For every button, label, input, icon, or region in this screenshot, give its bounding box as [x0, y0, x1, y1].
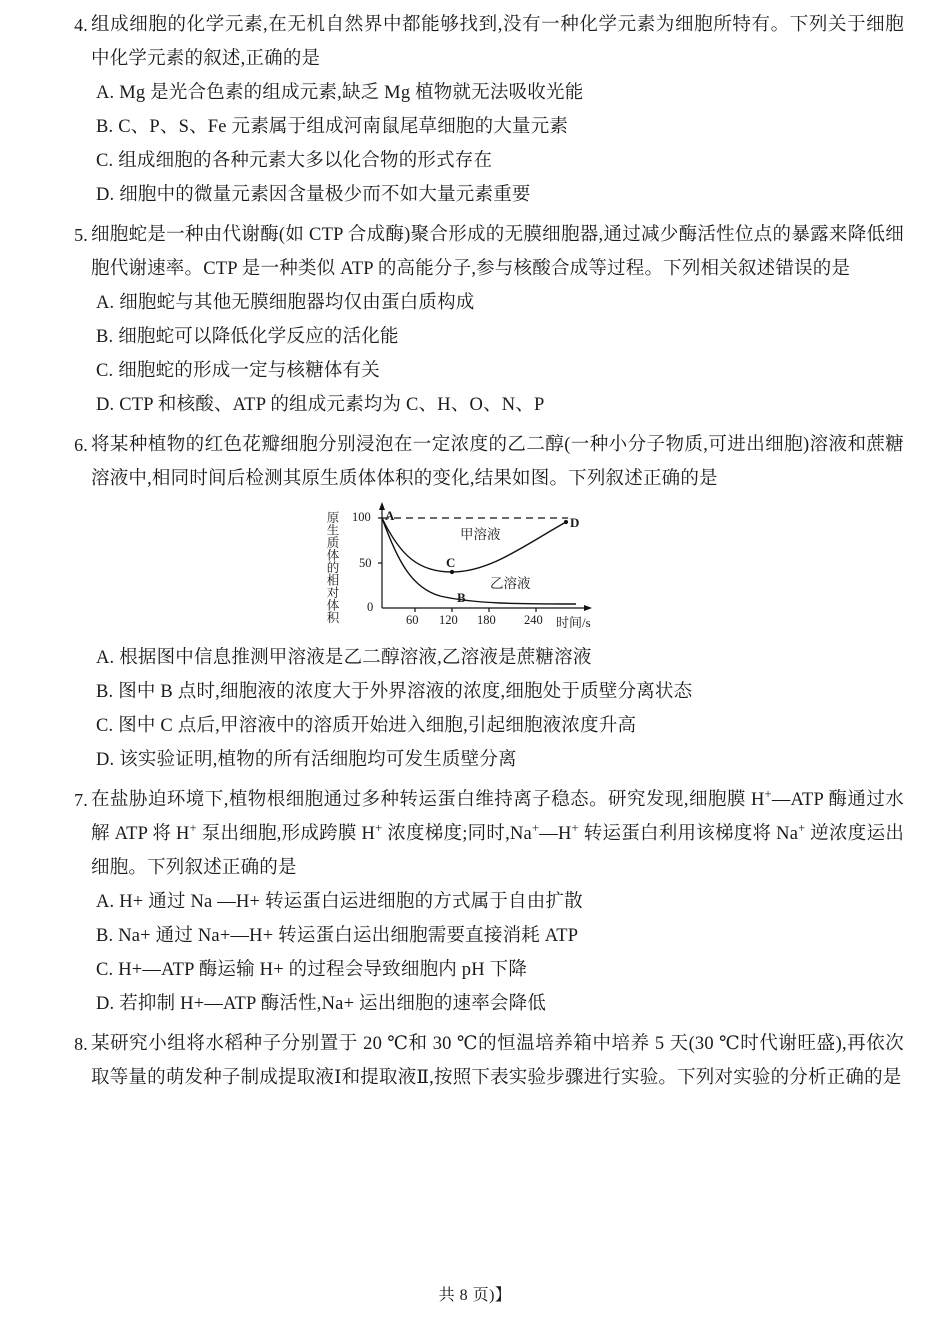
q7-text-3: 泵出细胞,形成跨膜 H: [196, 824, 376, 844]
page-content: [62, 8, 904, 1101]
question-5-option-a: A. 细胞蛇与其他无膜细胞器均仅由蛋白质构成: [96, 293, 475, 313]
question-4: [62, 8, 904, 212]
question-5-option-b: B. 细胞蛇可以降低化学反应的活化能: [96, 327, 399, 347]
chart-point-b: B: [457, 590, 466, 605]
question-7-number: 7.: [74, 790, 88, 810]
question-4-option-c: C. 组成细胞的各种元素大多以化合物的形式存在: [96, 151, 493, 171]
chart-series-label-jia: 甲溶液: [460, 527, 501, 542]
q7-text-7: 逆浓度运出细胞。下列叙述正确的是: [91, 824, 905, 878]
chart-plot-area: [340, 500, 648, 635]
chart-ytick-50: 50: [359, 556, 372, 570]
question-6: [62, 428, 904, 777]
question-7-option-c: C. H+—ATP 酶运输 H+ 的过程会导致细胞内 pH 下降: [96, 960, 528, 980]
question-7-option-d: D. 若抑制 H+—ATP 酶活性,Na+ 运出细胞的速率会降低: [96, 994, 547, 1014]
question-5: [62, 218, 904, 422]
question-6-option-a: A. 根据图中信息推测甲溶液是乙二醇溶液,乙溶液是蔗糖溶液: [96, 648, 592, 668]
question-5-stem-row: [62, 218, 904, 286]
question-6-stem-row: [62, 428, 904, 496]
question-7-stem: [91, 783, 904, 885]
question-5-number: 5.: [74, 225, 88, 245]
question-4-option-a: A. Mg 是光合色素的组成元素,缺乏 Mg 植物就无法吸收光能: [96, 83, 584, 103]
q7-sup-5: +: [571, 820, 579, 835]
chart-xtick-180: 180: [477, 613, 496, 627]
question-7-option-b: B. Na+ 通过 Na+—H+ 转运蛋白运出细胞需要直接消耗 ATP: [96, 926, 579, 946]
question-5-option-c: C. 细胞蛇的形成一定与核糖体有关: [96, 361, 380, 381]
q7-sup-2: +: [189, 820, 197, 835]
q7-sup-3: +: [375, 820, 383, 835]
chart-x-axis-label: 时间/s: [556, 615, 591, 630]
chart-ytick-100: 100: [352, 510, 371, 524]
q7-text-5: —H: [539, 824, 572, 844]
question-4-option-b: B. C、P、S、Fe 元素属于组成河南鼠尾草细胞的大量元素: [96, 117, 569, 137]
question-6-option-b: B. 图中 B 点时,细胞液的浓度大于外界溶液的浓度,细胞处于质壁分离状态: [96, 682, 693, 702]
chart-series-label-yi: 乙溶液: [490, 576, 531, 591]
question-7-option-a: A. H+ 通过 Na —H+ 转运蛋白运进细胞的方式属于自由扩散: [96, 892, 583, 912]
question-5-stem: 细胞蛇是一种由代谢酶(如 CTP 合成酶)聚合形成的无膜细胞器,通过减少酶活性位点的暴露来降低细胞代谢速率。CTP 是一种类似 ATP 的高能分子,参与核酸合成等过程。下列相关叙述错误的是: [91, 225, 904, 279]
question-6-number: 6.: [74, 435, 88, 455]
question-5-option-d: D. CTP 和核酸、ATP 的组成元素均为 C、H、O、N、P: [96, 395, 545, 415]
chart-xtick-60: 60: [406, 613, 419, 627]
protoplast-volume-chart: [318, 500, 648, 635]
chart-xtick-120: 120: [439, 613, 458, 627]
question-8: [62, 1027, 904, 1095]
question-4-stem: 组成细胞的化学元素,在无机自然界中都能够找到,没有一种化学元素为细胞所特有。下列关于细胞中化学元素的叙述,正确的是: [91, 15, 904, 69]
q7-text-6: 转运蛋白利用该梯度将 Na: [578, 824, 799, 844]
chart-point-d: D: [570, 515, 580, 530]
question-6-stem: 将某种植物的红色花瓣细胞分别浸泡在一定浓度的乙二醇(一种小分子物质,可进出细胞)溶液和蔗糖溶液中,相同时间后检测其原生质体体积的变化,结果如图。下列叙述正确的是: [91, 435, 904, 489]
q7-sup-1: +: [764, 786, 772, 801]
q7-sup-4: +: [531, 820, 540, 835]
chart-ytick-0: 0: [367, 600, 374, 614]
question-4-number: 4.: [74, 15, 88, 35]
q7-text-1: 在盐胁迫环境下,植物根细胞通过多种转运蛋白维持离子稳态。研究发现,细胞膜 H: [91, 790, 765, 810]
q7-sup-6: +: [798, 820, 806, 835]
question-7-stem-row: [62, 783, 904, 885]
chart-y-axis-label: 原生质体的相对体积: [325, 511, 339, 624]
question-6-option-c: C. 图中 C 点后,甲溶液中的溶质开始进入细胞,引起细胞液浓度升高: [96, 716, 637, 736]
question-8-number: 8.: [74, 1034, 88, 1054]
page-footer: 共 8 页)】: [438, 1287, 512, 1304]
question-7: [62, 783, 904, 1021]
chart-point-a: A: [385, 508, 395, 523]
chart-xtick-240: 240: [524, 613, 543, 627]
question-6-figure-wrap: [62, 500, 904, 635]
q7-text-2: —ATP 酶通过水解 ATP 将 H: [91, 790, 904, 844]
question-4-option-d: D. 细胞中的微量元素因含量极少而不如大量元素重要: [96, 185, 531, 205]
question-6-option-d: D. 该实验证明,植物的所有活细胞均可发生质壁分离: [96, 750, 517, 770]
question-8-stem: 某研究小组将水稻种子分别置于 20 ℃和 30 ℃的恒温培养箱中培养 5 天(30 ℃时代谢旺盛),再依次取等量的萌发种子制成提取液Ⅰ和提取液Ⅱ,按照下表实验步骤进行实验。下列对实验的分析正确的是: [91, 1034, 904, 1088]
q7-text-4: 浓度梯度;同时,Na: [382, 824, 532, 844]
question-8-stem-row: [62, 1027, 904, 1095]
chart-point-c: C: [446, 555, 456, 570]
question-4-stem-row: [62, 8, 904, 76]
